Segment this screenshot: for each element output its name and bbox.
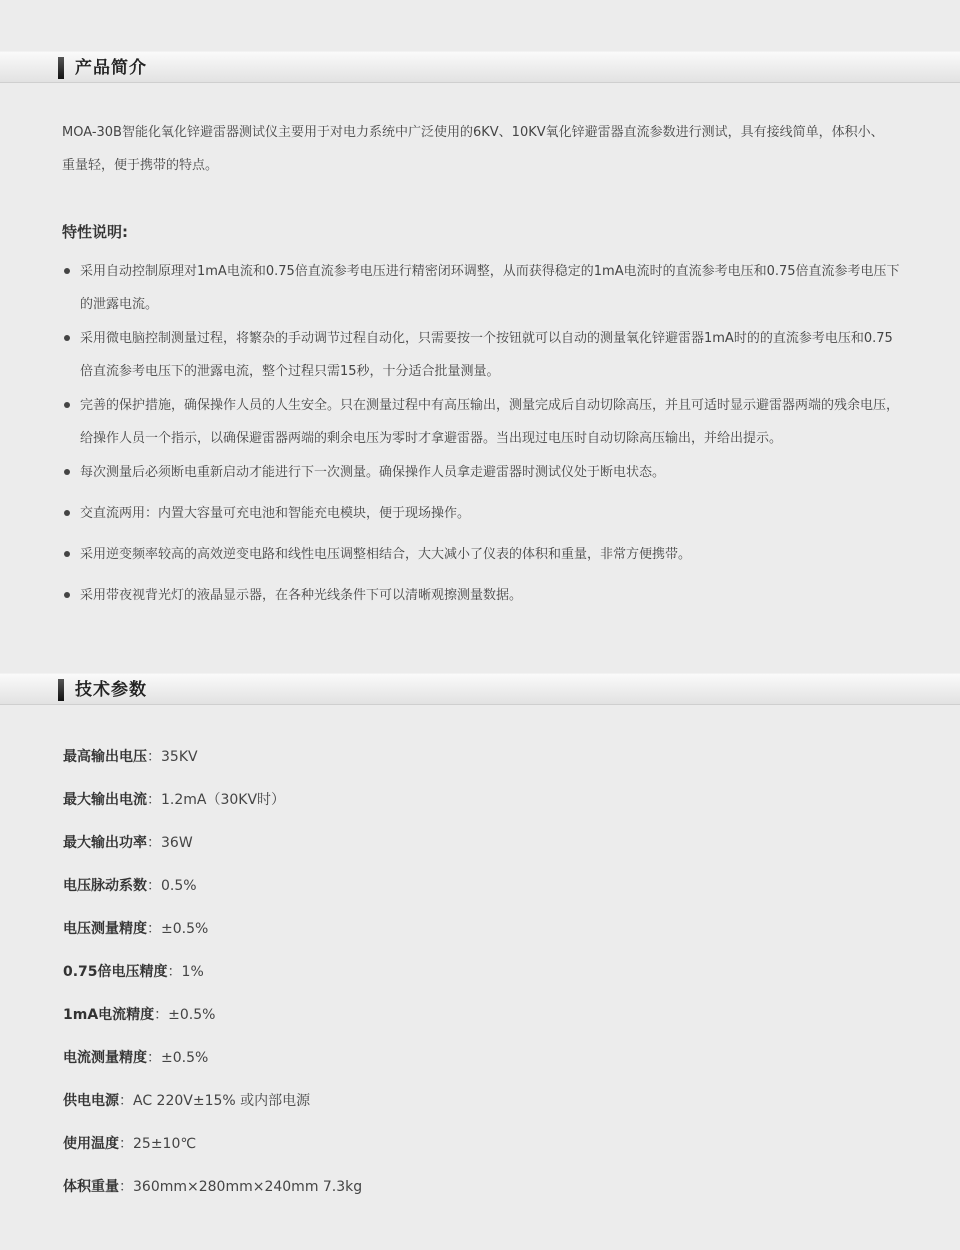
feature-list	[62, 255, 902, 620]
spec-row	[63, 828, 362, 871]
section-title-intro: 产品简介	[75, 58, 147, 78]
spec-row	[63, 871, 362, 914]
spec-value: ：1%	[167, 964, 204, 980]
bullet-icon	[64, 402, 70, 408]
list-item	[62, 538, 902, 571]
spec-value: ：360mm×280mm×240mm 7.3kg	[119, 1179, 363, 1195]
spec-value: ：AC 220V±15% 或内部电源	[119, 1093, 311, 1109]
feature-text: 完善的保护措施，确保操作人员的人生安全。只在测量过程中有高压输出，测量完成后自动切除高压，并且可适时显示避雷器两端的残余电压，给操作人员一个指示，以确保避雷器两端的剩余电压为零时才拿避雷器。当出现过电压时自动切除高压输出，并给出提示。	[80, 398, 900, 446]
spec-row	[63, 1086, 362, 1129]
spec-value: ：35KV	[147, 749, 198, 765]
spec-label: 电压脉动系数	[63, 878, 147, 894]
spec-row	[63, 1129, 362, 1172]
bullet-icon	[64, 335, 70, 341]
spec-label: 使用温度	[63, 1136, 119, 1152]
bullet-icon	[64, 510, 70, 516]
list-item	[62, 579, 902, 612]
spec-label: 供电电源	[63, 1093, 119, 1109]
spec-row	[63, 914, 362, 957]
spec-row	[63, 1172, 362, 1215]
spec-label: 电压测量精度	[63, 921, 147, 937]
spec-label: 0.75倍电压精度	[63, 964, 168, 980]
feature-text: 交直流两用：内置大容量可充电池和智能充电模块，便于现场操作。	[80, 506, 471, 521]
spec-value: ：±0.5%	[147, 1050, 209, 1066]
section-marker-icon	[58, 679, 64, 701]
bullet-icon	[64, 551, 70, 557]
section-header-intro	[0, 51, 960, 83]
spec-value: ：25±10℃	[119, 1136, 197, 1152]
spec-row	[63, 1000, 362, 1043]
bullet-icon	[64, 592, 70, 598]
list-item	[62, 456, 902, 489]
feature-text: 采用自动控制原理对1mA电流和0.75倍直流参考电压进行精密闭环调整，从而获得稳定的1mA电流时的直流参考电压和0.75倍直流参考电压下的泄露电流。	[80, 264, 900, 312]
spec-label: 1mA电流精度	[63, 1007, 155, 1023]
spec-row	[63, 785, 362, 828]
section-header-specs	[0, 673, 960, 705]
spec-value: ：1.2mA（30KV时）	[147, 792, 286, 808]
bullet-icon	[64, 469, 70, 475]
spec-row	[63, 742, 362, 785]
spec-value: ：36W	[147, 835, 193, 851]
feature-text: 采用微电脑控制测量过程，将繁杂的手动调节过程自动化，只需要按一个按钮就可以自动的测量氧化锌避雷器1mA时的的直流参考电压和0.75倍直流参考电压下的泄露电流，整个过程只需15秒，十分适合批量测量。	[80, 331, 893, 379]
spec-label: 最大输出功率	[63, 835, 147, 851]
spec-label: 体积重量	[63, 1179, 119, 1195]
intro-paragraph: MOA-30B智能化氧化锌避雷器测试仪主要用于对电力系统中广泛使用的6KV、10KV氧化锌避雷器直流参数进行测试，具有接线简单，体积小、重量轻，便于携带的特点。	[62, 125, 884, 173]
list-item	[62, 255, 902, 321]
spec-list	[63, 742, 362, 1215]
features-title: 特性说明:	[62, 223, 128, 241]
feature-text: 每次测量后必须断电重新启动才能进行下一次测量。确保操作人员拿走避雷器时测试仪处于断电状态。	[80, 465, 666, 480]
feature-text: 采用带夜视背光灯的液晶显示器，在各种光线条件下可以清晰观擦测量数据。	[80, 588, 523, 603]
spec-value: ：±0.5%	[147, 921, 209, 937]
spec-row	[63, 957, 362, 1000]
spec-value: ：±0.5%	[154, 1007, 216, 1023]
section-title-specs: 技术参数	[75, 680, 147, 700]
spec-value: ：0.5%	[147, 878, 197, 894]
section-marker-icon	[58, 57, 64, 79]
list-item	[62, 322, 902, 388]
bullet-icon	[64, 268, 70, 274]
spec-label: 最大输出电流	[63, 792, 147, 808]
spec-label: 最高输出电压	[63, 749, 147, 765]
spec-label: 电流测量精度	[63, 1050, 147, 1066]
feature-text: 采用逆变频率较高的高效逆变电路和线性电压调整相结合，大大减小了仪表的体积和重量，非常方便携带。	[80, 547, 692, 562]
list-item	[62, 389, 902, 455]
spec-row	[63, 1043, 362, 1086]
list-item	[62, 497, 902, 530]
